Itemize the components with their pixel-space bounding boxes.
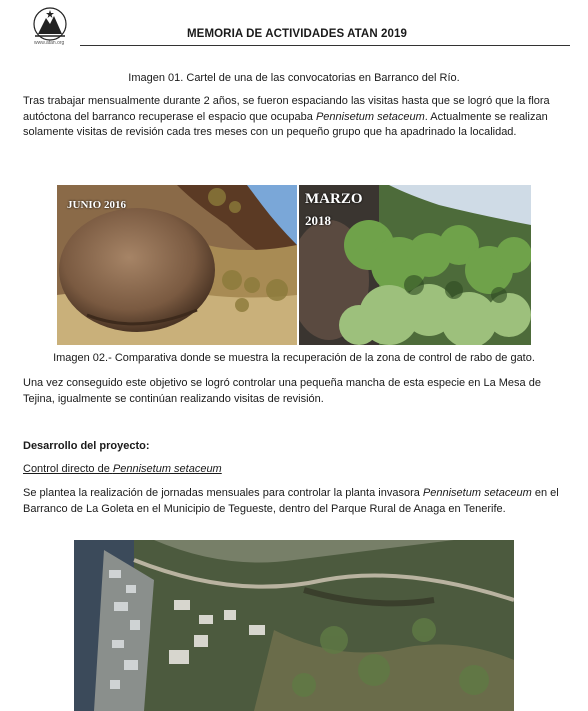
photo-march-2018 <box>299 185 531 345</box>
species-name: Pennisetum setaceum <box>422 487 532 499</box>
photo-label-june-2016: JUNIO 2016 <box>67 199 126 211</box>
paragraph-2: Una vez conseguido este objetivo se logró controlar una pequeña mancha de esta especie en La Mesa de Tejina, igualmente se continúan realizando visitas de revisión. <box>23 377 541 405</box>
section-heading: Desarrollo del proyecto: <box>23 440 150 452</box>
image-01-caption: Imagen 01. Cartel de una de las convocatorias en Barranco del Río. <box>128 72 460 84</box>
logo-caption: www.atan.org <box>34 40 65 46</box>
header-rule <box>80 45 570 46</box>
subsection-heading: Control directo de Pennisetum setaceum <box>23 463 222 475</box>
aerial-photo-barranco <box>74 540 514 711</box>
photo-june-2016 <box>57 185 297 345</box>
document-title: MEMORIA DE ACTIVIDADES ATAN 2019 <box>187 28 408 40</box>
photo-label-year: 2018 <box>305 213 331 228</box>
species-name: Pennisetum setaceum <box>315 110 425 123</box>
image-02-caption: Imagen 02.- Comparativa donde se muestra la recuperación de la zona de control de rabo de gato. <box>53 352 535 364</box>
paragraph-1: Tras trabajar mensualmente durante 2 años, se fueron espaciando las visitas hasta que se logró que la flora autóctona del barranco recuperase el espacio que ocupaba Pennisetum setaceum. Actualmente se realizan solamente visitas de revisión cada tres meses con un pequeño grupo que ha apadrinado la localidad. <box>23 95 550 138</box>
species-name: Pennisetum setaceum <box>112 463 222 475</box>
comparison-photos <box>57 185 531 345</box>
page-header <box>0 0 588 50</box>
photo-label-month: MARZO <box>305 191 363 207</box>
paragraph-3: Se plantea la realización de jornadas mensuales para controlar la planta invasora Pennisetum setaceum en el Barranco de La Goleta en el Municipio de Tegueste, dentro del Parque Rural de Anaga en Tenerife. <box>23 487 559 515</box>
